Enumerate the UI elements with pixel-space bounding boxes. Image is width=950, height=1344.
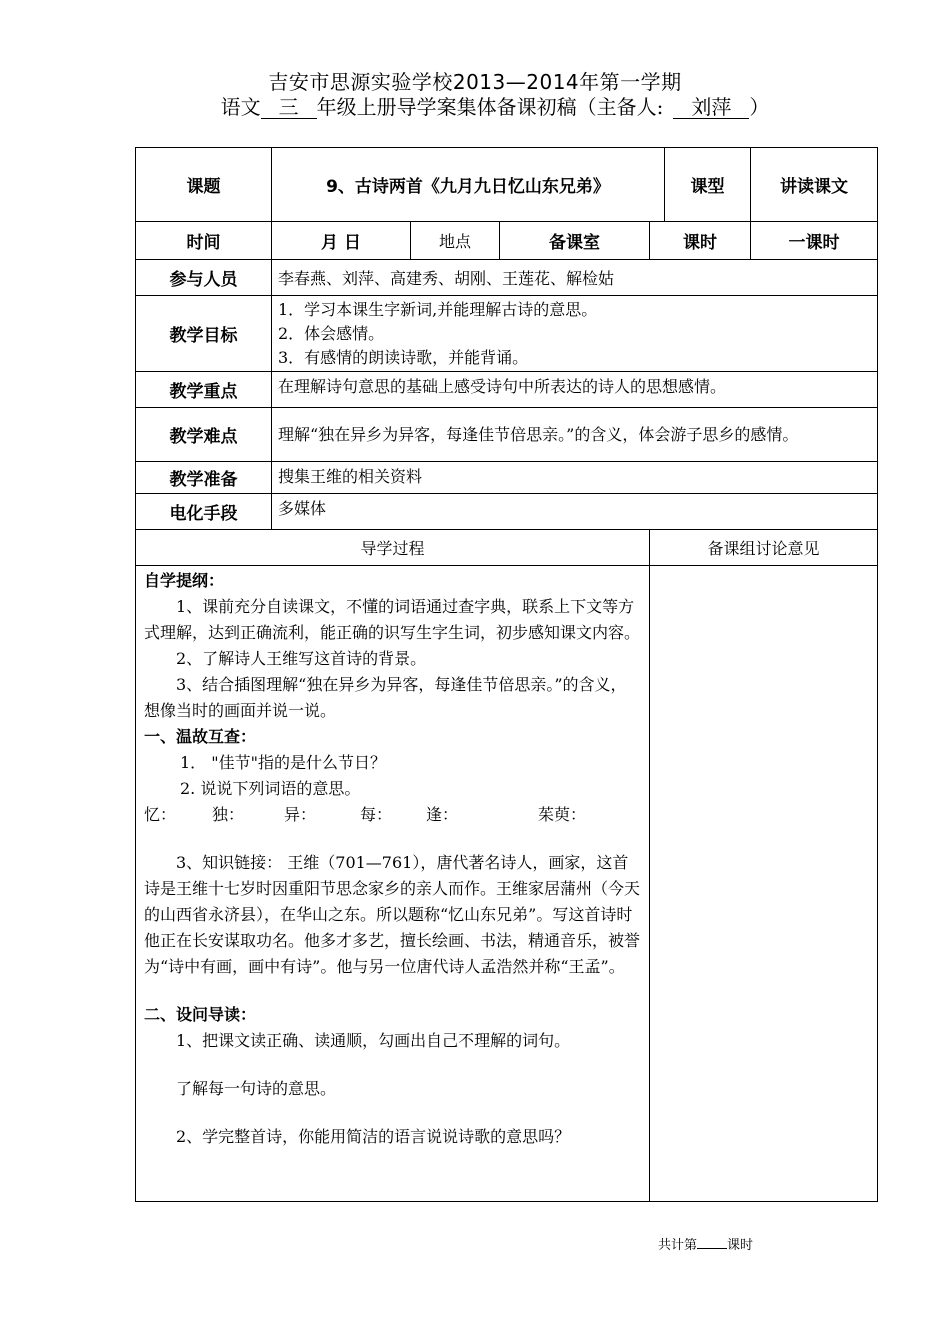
date-value: 月 日 [272,222,411,260]
vocab-item: 茱萸： [538,805,587,824]
row-goals [136,296,878,372]
goals-list [272,296,878,372]
self-study-item: 1、课前充分自读课文，不懂的词语通过查字典，联系上下文等方式理解，达到正确流利，能正确的识写生字生词，初步感知课文内容。 [144,597,641,642]
time-label: 时间 [136,222,272,260]
footer-suffix: 课时 [727,1238,754,1253]
place-value: 备课室 [500,222,650,260]
footer-period-count [658,1234,753,1253]
self-study-item: 3、结合插图理解“独在异乡为异客，每逢佳节倍思亲。”的含义，想像当时的画面并说一说。 [144,675,627,720]
goal-item: 3．有感情的朗读诗歌，并能背诵。 [278,347,529,367]
process-content [136,566,650,1202]
subject-middle: 年级上册导学案集体备课初稿（主备人: [316,95,664,119]
row-key-points [136,372,878,408]
guide-title: 二、设问导读： [144,1005,257,1024]
row-section-headers [136,530,878,566]
preparation-label: 教学准备 [136,462,272,494]
preparer-field: 刘萍 [673,96,749,119]
subject-prefix: 语文 [220,95,261,119]
row-media [136,494,878,530]
footer-prefix: 共计第 [658,1238,698,1253]
guide-item: 2、学完整首诗，你能用简洁的语言说说诗歌的意思吗？ [176,1127,571,1146]
footer-blank [697,1236,727,1249]
key-points-value: 在理解诗句意思的基础上感受诗句中所表达的诗人的思想感情。 [272,372,878,408]
row-topic [136,148,878,222]
vocab-item: 异： [284,805,317,824]
knowledge-link: 3、知识链接： 王维（701—761），唐代著名诗人，画家，这首诗是王维十七岁时因重阳节思念家乡的亲人而作。王维家居蒲州（今天的山西省永济县），在华山之东。所以题称“忆山东兄弟”。写这首诗时他正在长安谋取功名。他多才多艺，擅长绘画、书法，精通音乐，被誉为“诗中有画，画中有诗”。他与另一位唐代诗人孟浩然并称“王孟”。 [144,853,641,976]
row-process [136,566,878,1202]
goals-label: 教学目标 [136,296,272,372]
row-difficulties [136,408,878,462]
lesson-type-value: 讲读课文 [751,148,878,222]
period-label: 课时 [650,222,751,260]
process-header: 导学过程 [136,530,650,566]
self-study-title: 自学提纲： [144,571,225,590]
period-value: 一课时 [751,222,878,260]
row-preparation [136,462,878,494]
guide-item: 1、把课文读正确、读通顺，勾画出自己不理解的词句。 [176,1031,571,1050]
lesson-type-label: 课型 [665,148,751,222]
difficulties-label: 教学难点 [136,408,272,462]
review-question: 1． "佳节"指的是什么节日？ [180,753,386,772]
vocab-item: 独： [212,805,245,824]
self-study-item: 2、了解诗人王维写这首诗的背景。 [176,649,427,668]
participants-value: 李春燕、刘萍、高建秀、胡刚、王莲花、解检姑 [272,260,878,296]
spacer [144,980,641,1002]
goal-item: 1．学习本课生字新词,并能理解古诗的意思。 [278,299,598,319]
media-label: 电化手段 [136,494,272,530]
spacer [144,1102,641,1124]
vocab-item: 逢： [426,805,459,824]
guide-item: 了解每一句诗的意思。 [176,1079,337,1098]
participants-label: 参与人员 [136,260,272,296]
vocab-item: 忆： [144,805,177,824]
review-title: 一、温故互查： [144,727,257,746]
media-value: 多媒体 [272,494,878,530]
school-term-title: 吉安市思源实验学校2013—2014年第一学期 [268,70,682,94]
place-label: 地点 [411,222,500,260]
spacer [144,828,641,850]
topic-label: 课题 [136,148,272,222]
review-question: 2. 说说下列词语的意思。 [180,779,361,798]
discussion-header: 备课组讨论意见 [650,530,878,566]
preparation-value: 搜集王维的相关资料 [272,462,878,494]
lesson-plan-table [135,147,878,1202]
grade-field: 三 [261,96,317,119]
vocab-item: 每： [360,805,393,824]
spacer [144,1054,641,1076]
difficulties-value: 理解“独在异乡为异客，每逢佳节倍思亲。”的含义，体会游子思乡的感情。 [272,408,878,462]
subject-title [0,91,950,120]
key-points-label: 教学重点 [136,372,272,408]
discussion-content [650,566,878,1202]
subject-suffix: ） [749,95,770,119]
row-participants [136,260,878,296]
goal-item: 2．体会感情。 [278,323,385,343]
topic-value: 9、古诗两首《九月九日忆山东兄弟》 [272,148,665,222]
vocab-row [144,802,641,828]
row-time [136,222,878,260]
